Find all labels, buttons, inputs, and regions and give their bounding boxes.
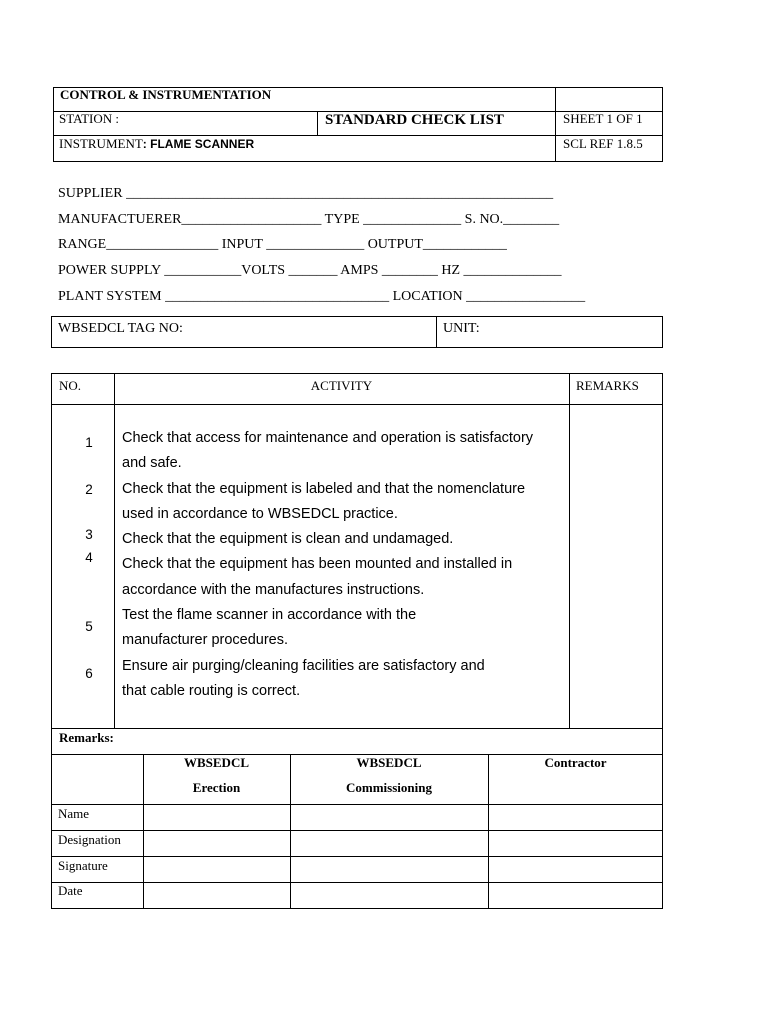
divider [436, 316, 437, 348]
divider [51, 830, 663, 831]
divider [51, 404, 663, 405]
row-label-signature: Signature [58, 858, 108, 873]
item-number: 3 [85, 527, 93, 542]
divider [569, 373, 570, 728]
column-header-no: NO. [59, 378, 82, 393]
item-number: 5 [85, 619, 93, 634]
remarks-label: Remarks: [59, 730, 114, 745]
divider [317, 111, 318, 135]
checklist-title: STANDARD CHECK LIST [325, 112, 504, 128]
column-header-commissioning: WBSEDCL [356, 755, 422, 770]
instrument-label: INSTRUMENT [59, 136, 143, 151]
activity-line: Check that access for maintenance and operation is satisfactory [122, 430, 534, 446]
activity-line: Check that the equipment is labeled and that the nomenclature [122, 480, 526, 497]
divider [290, 754, 291, 909]
unit-label: UNIT: [443, 321, 480, 336]
column-header-erection: WBSEDCL [183, 755, 250, 770]
item-number: 2 [85, 482, 93, 497]
instrument-row [59, 136, 254, 152]
item-number: 4 [85, 550, 93, 565]
scl-ref: SCL REF 1.8.5 [563, 136, 643, 151]
activity-line: manufacturer procedures. [122, 632, 289, 649]
plant-system-field: PLANT SYSTEM ________________________________ LOCATION _________________ [58, 289, 586, 304]
activity-line: Check that the equipment is clean and undamaged. [122, 531, 454, 548]
column-header-contractor: Contractor [544, 755, 607, 770]
divider [51, 804, 663, 805]
row-label-name: Name [58, 806, 90, 821]
sheet-number: SHEET 1 OF 1 [563, 111, 643, 126]
item-number: 6 [85, 666, 93, 681]
manufacturer-field: MANUFACTUERER____________________ TYPE ______________ S. NO.________ [58, 212, 560, 227]
divider [143, 754, 144, 909]
activity-line: Check that the equipment has been mounted and installed in [122, 556, 513, 573]
divider [51, 728, 663, 729]
divider [555, 87, 556, 162]
divider [488, 754, 489, 909]
power-supply-field: POWER SUPPLY ___________VOLTS _______ AMPS ________ HZ ______________ [58, 263, 562, 278]
divider [114, 373, 115, 728]
activity-line: Test the flame scanner in accordance with the [122, 607, 417, 624]
column-header-commissioning-sub: Commissioning [346, 780, 432, 795]
column-header-remarks: REMARKS [576, 378, 639, 393]
activity-line: used in accordance to WBSEDCL practice. [122, 505, 398, 522]
activity-line: and safe. [122, 455, 182, 472]
range-field: RANGE________________ INPUT ______________ OUTPUT____________ [58, 237, 507, 252]
section-title: CONTROL & INSTRUMENTATION [60, 87, 272, 102]
supplier-field: SUPPLIER _____________________________________________________________ [58, 186, 554, 201]
row-label-designation: Designation [58, 832, 121, 847]
divider [51, 882, 663, 883]
tag-label: WBSEDCL TAG NO: [58, 321, 183, 336]
divider [51, 856, 663, 857]
item-number: 1 [85, 435, 93, 450]
station-label: STATION : [59, 111, 119, 126]
activity-line: Ensure air purging/cleaning facilities are satisfactory and [122, 657, 485, 674]
instrument-value: : FLAME SCANNER [142, 137, 255, 151]
column-header-erection-sub: Erection [192, 780, 241, 795]
activity-line: that cable routing is correct. [122, 682, 301, 699]
activity-list [122, 426, 567, 704]
activity-line: accordance with the manufactures instructions. [122, 581, 425, 598]
row-label-date: Date [58, 883, 83, 898]
column-header-activity: ACTIVITY [310, 378, 373, 393]
